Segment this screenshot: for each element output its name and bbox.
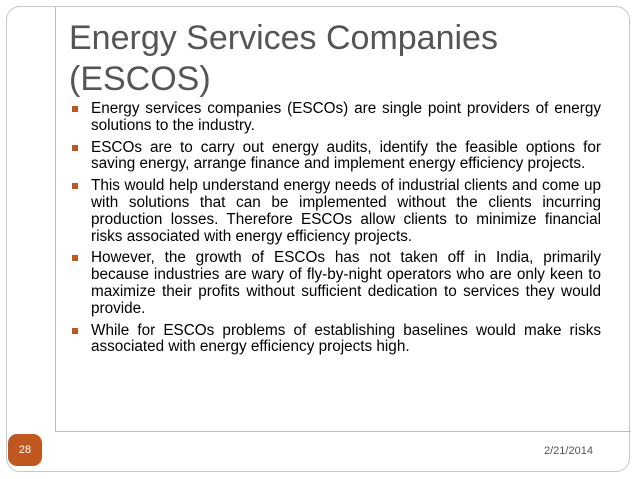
left-divider	[55, 7, 56, 431]
slide-date: 2/21/2014	[544, 445, 593, 457]
square-bullet-icon	[72, 145, 78, 151]
bullet-item	[72, 250, 601, 317]
bullet-text: While for ESCOs problems of establishing baselines would make risks associated with energy efficiency projects high.	[91, 321, 601, 356]
square-bullet-icon	[72, 255, 78, 261]
page-number-badge	[8, 434, 42, 466]
slide-title	[69, 18, 589, 100]
square-bullet-icon	[72, 183, 78, 189]
bullet-list	[72, 101, 601, 361]
bullet-item	[72, 323, 601, 357]
square-bullet-icon	[72, 106, 78, 112]
bullet-text: This would help understand energy needs of industrial clients and come up with solutions that can be implemented without the clients incurring production losses. Therefore ESCOs allow clients to minimize financial risks associated with energy efficiency projects.	[91, 177, 601, 245]
title-line-1: Energy Services Companies	[69, 19, 498, 57]
title-line-2: (ESCOS)	[69, 60, 211, 98]
bullet-item	[72, 178, 601, 245]
bullet-text: However, the growth of ESCOs has not taken off in India, primarily because industries are wary of fly-by-night operators who are only keen to maximize their profits without sufficient dedication to services they would provide.	[91, 249, 601, 317]
bullet-text: Energy services companies (ESCOs) are single point providers of energy solutions to the industry.	[91, 100, 601, 134]
footer-divider	[55, 431, 631, 432]
page-number: 28	[18, 444, 32, 456]
bullet-item	[72, 101, 601, 135]
bullet-text: ESCOs are to carry out energy audits, identify the feasible options for saving energy, arrange finance and implement energy efficiency projects.	[91, 138, 601, 173]
square-bullet-icon	[72, 328, 78, 334]
bullet-item	[72, 140, 601, 174]
